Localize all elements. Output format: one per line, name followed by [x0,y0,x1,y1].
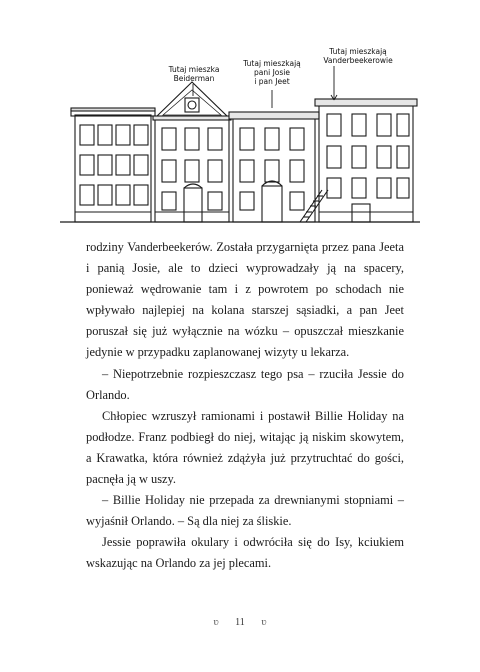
ornament-left-icon: ʋ [213,616,219,628]
label-josie-jeet-line1: Tutaj mieszkają [243,59,301,68]
paragraph-5: Jessie poprawiła okulary i odwróciła się do Isy, kciukiem wskazując na Orlando za jej plecami. [86,535,404,571]
building-ornate [153,82,231,222]
label-josie-jeet-line2: pani Josie [254,68,290,77]
building-josie-jeet [229,112,328,222]
building-biederman [71,108,155,222]
page-footer [0,616,480,628]
paragraph-4: – Billie Holiday nie przepada za drewnianymi stopniami – wyjaśnił Orlando. – Są dla niej za śliskie. [86,493,404,529]
label-josie-jeet-line3: i pan Jeet [254,77,290,86]
building-vanderbeekers [315,99,417,222]
ornament-right-icon: ʋ [261,616,267,628]
label-vanderbeekers-line2: Vanderbeekerowie [323,56,393,65]
label-vanderbeekers-line1: Tutaj mieszkają [329,47,387,56]
page-number: 11 [235,617,245,628]
brownstones-illustration [0,0,480,232]
paragraph-1: rodziny Vanderbeekerów. Została przygarnięta przez pana Jeeta i panią Josie, ale to dzieci wyprowadzały ją na spacery, ponieważ wędrowanie tam i z powrotem po schodach nie wpływało najlepiej na kolana starszej sąsiadki, a pan Jeet poruszał się już wyłącznie na wózku – opuszczał mieszkanie jedynie w przypadku zaplanowanej wizyty u lekarza. [86,240,404,360]
label-biederman-line1: Tutaj mieszka [168,65,220,74]
body-text [86,237,404,575]
paragraph-3: Chłopiec wzruszył ramionami i postawił Billie Holiday na podłodze. Franz podbiegł do niej, witając ją niskim skowytem, a Krawatka, która również zdążyła już przytruchtać do gości, pacnęła ją w uszy. [86,408,404,487]
paragraph-2: – Niepotrzebnie rozpieszczasz tego psa – rzuciła Jessie do Orlando. [86,366,404,402]
label-biederman-line2: Beiderman [173,74,215,83]
